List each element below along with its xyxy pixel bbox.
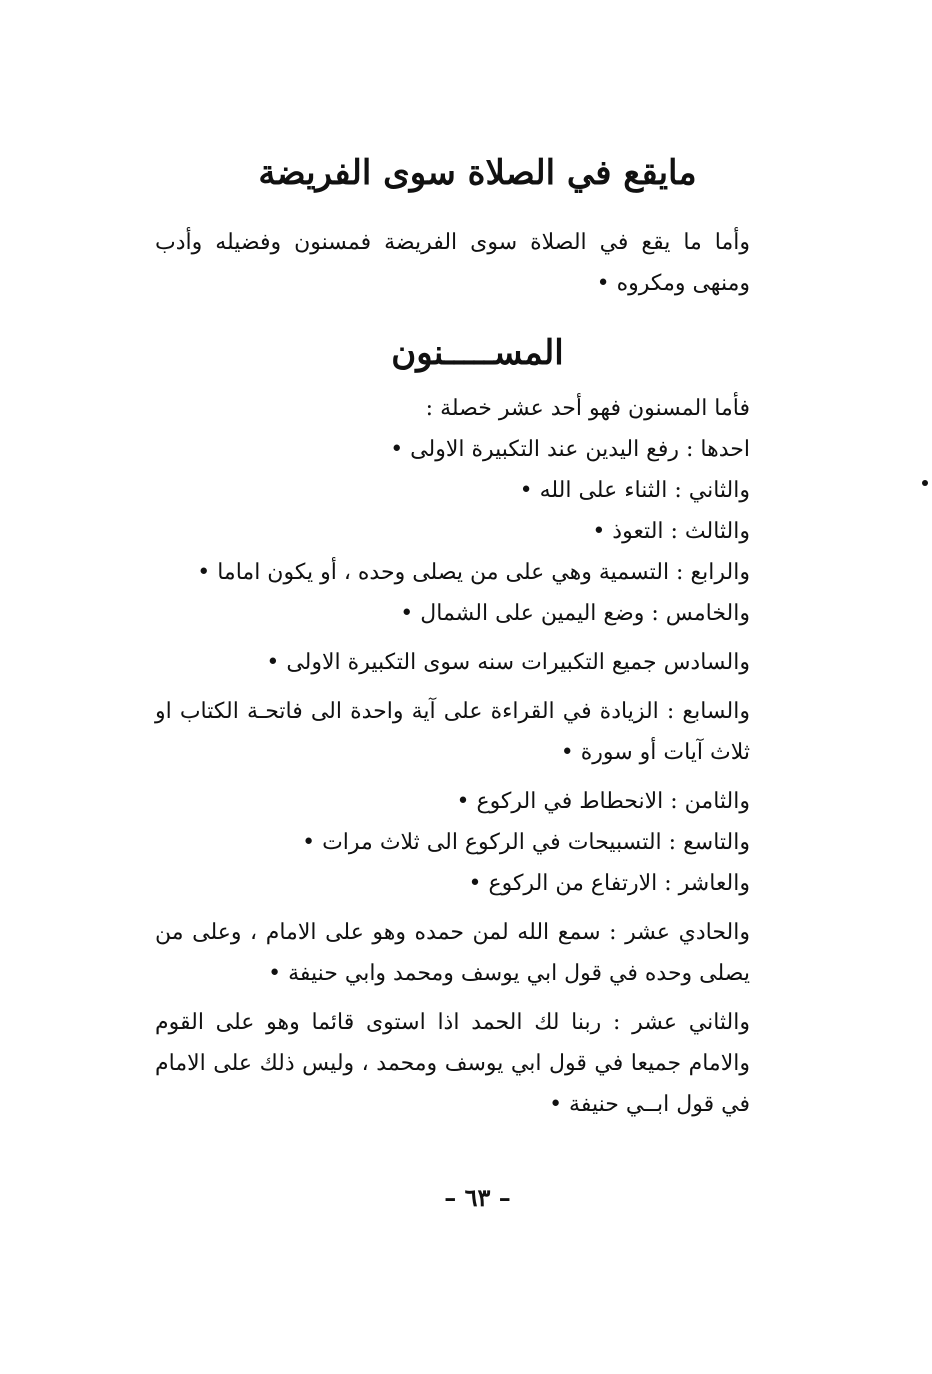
section-title: المســـــنون <box>391 333 564 373</box>
scan-edge-mark <box>922 480 928 486</box>
list-item: والسادس جميع التكبيرات سنه سوى التكبيرة الاولى • <box>266 650 750 675</box>
page-number: – ٦٣ – <box>444 1183 511 1212</box>
list-item: والرابع : التسمية وهي على من يصلى وحده ، أو يكون اماما • <box>197 560 750 585</box>
page-title: مايقع في الصلاة سوى الفريضة <box>258 153 697 193</box>
list-item: والثاني : الثناء على الله • <box>519 478 750 503</box>
intro-paragraph-block <box>155 222 800 304</box>
list-item: والحادي عشر : سمع الله لمن حمده وهو على الامام ، وعلى من يصلى وحده في قول ابي يوسف ومحمد وابي حنيفة • <box>155 920 750 986</box>
sunan-list <box>155 388 800 1125</box>
list-item: والخامس : وضع اليمين على الشمال • <box>400 601 750 626</box>
intro-paragraph: وأما ما يقع في الصلاة سوى الفريضة فمسنون وفضيله وأدب ومنهى ومكروه • <box>155 230 750 296</box>
list-item: والعاشر : الارتفاع من الركوع • <box>468 871 750 896</box>
list-item: والتاسع : التسبيحات في الركوع الى ثلاث مرات • <box>302 830 750 855</box>
list-item: والسابع : الزيادة في القراءة على آية واحدة الى فاتحـة الكتاب او ثلاث آيات أو سورة • <box>155 699 750 765</box>
list-item: والثالث : التعوذ • <box>592 519 750 544</box>
list-item: والثامن : الانحطاط في الركوع • <box>456 789 750 814</box>
list-item: احدها : رفع اليدين عند التكبيرة الاولى • <box>390 437 750 462</box>
list-item: والثاني عشر : ربنا لك الحمد اذا استوى قائما وهو على القوم والامام جميعا في قول ابي يوسف ومحمد ، وليس ذلك على الامام في قول ابــي حنيفة • <box>155 1010 750 1117</box>
section-intro: فأما المسنون فهو أحد عشر خصلة : <box>425 396 750 421</box>
